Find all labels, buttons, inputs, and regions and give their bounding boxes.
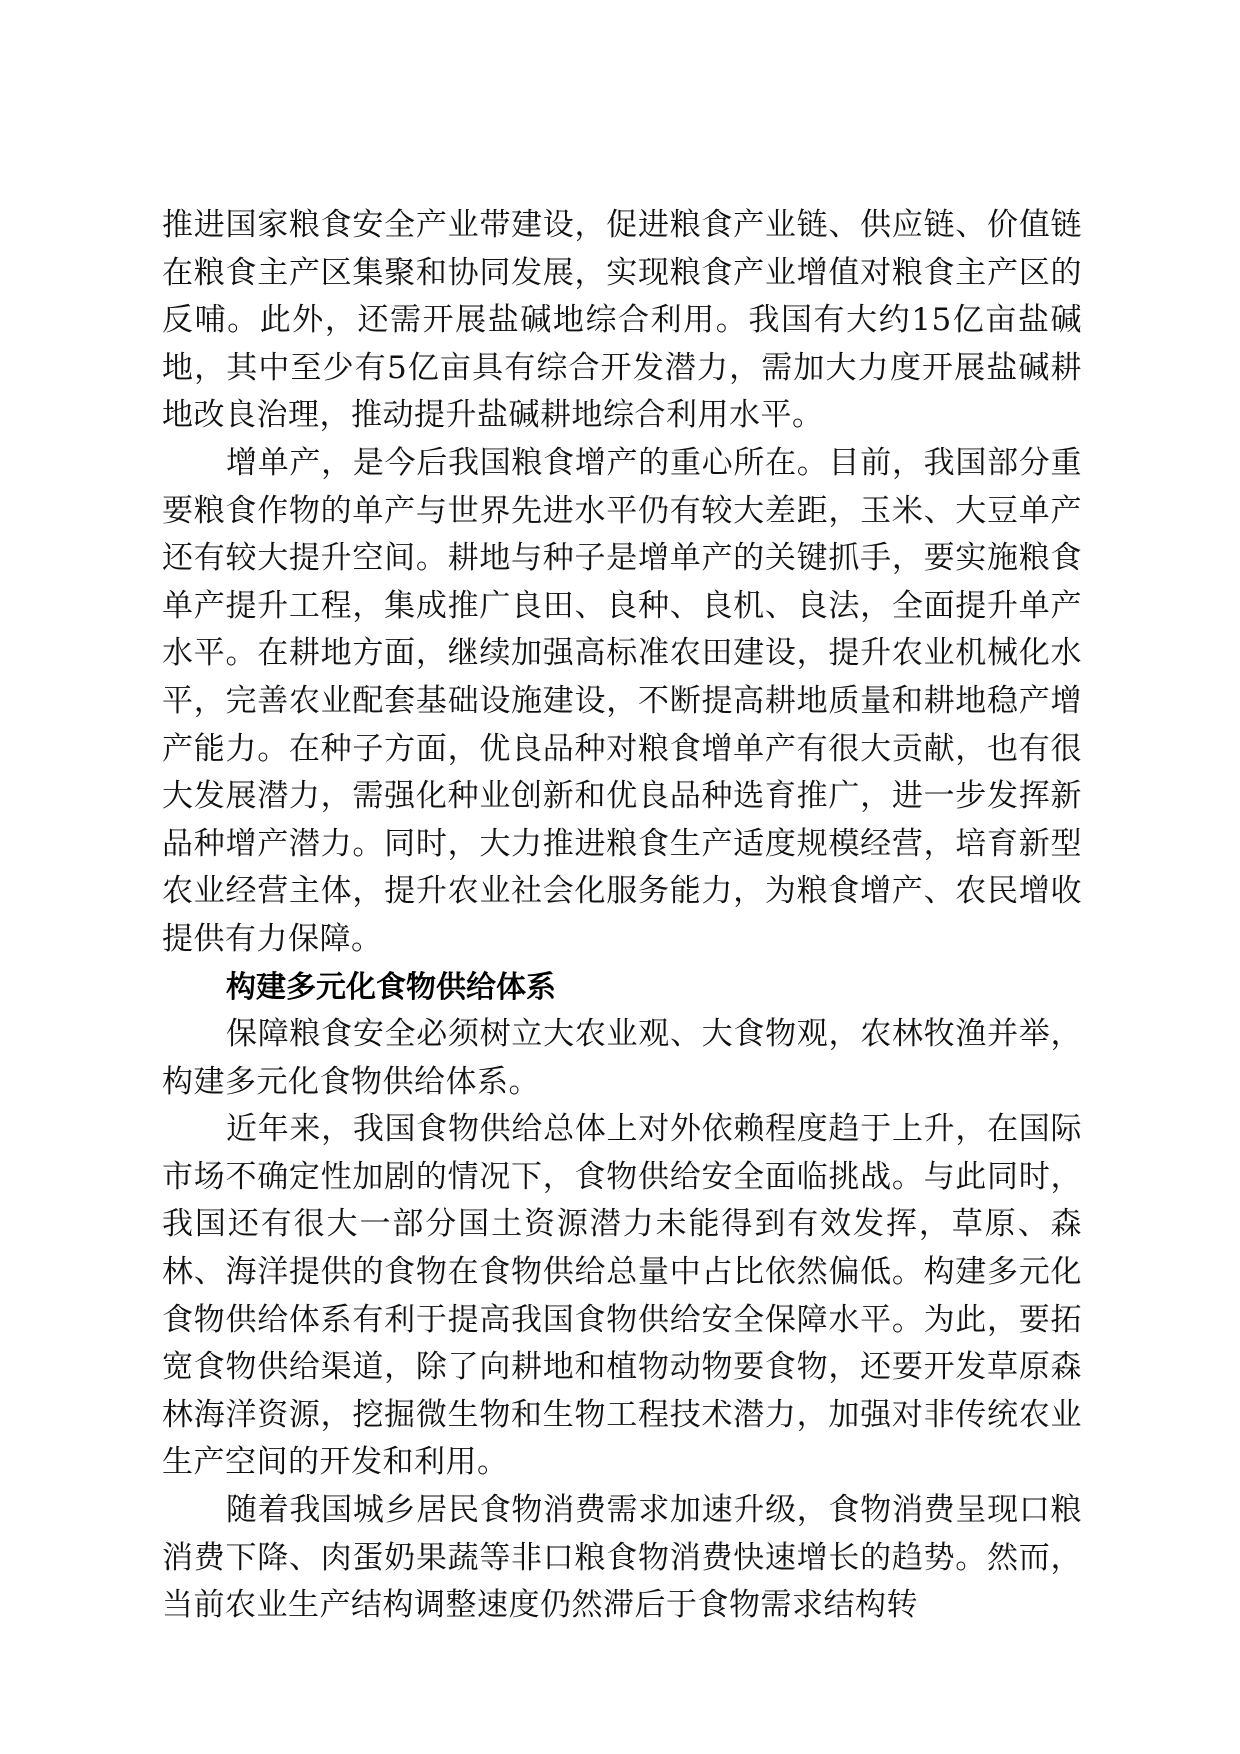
paragraph-consumption: 随着我国城乡居民食物消费需求加速升级，食物消费呈现口粮消费下降、肉蛋奶果蔬等非口粮食物消费快速增长的趋势。然而，当前农业生产结构调整速度仍然滞后于食物需求结构转 <box>162 1492 1082 1624</box>
paragraph-food-view: 保障粮食安全必须树立大农业观、大食物观，农林牧渔并举，构建多元化食物供给体系。 <box>162 1016 1082 1100</box>
document-page <box>162 202 1082 1630</box>
paragraph-recent-years: 近年来，我国食物供给总体上对外依赖程度趋于上升，在国际市场不确定性加剧的情况下，食物供给安全面临挑战。与此同时，我国还有很大一部分国土资源潜力未能得到有效发挥，草原、森林、海洋提供的食物在食物供给总量中占比依然偏低。构建多元化食物供给体系有利于提高我国食物供给安全保障水平。为此，要拓宽食物供给渠道，除了向耕地和植物动物要食物，还要开发草原森林海洋资源，挖掘微生物和生物工程技术潜力，加强对非传统农业生产空间的开发和利用。 <box>162 1111 1082 1481</box>
paragraph-yield: 增单产，是今后我国粮食增产的重心所在。目前，我国部分重要粮食作物的单产与世界先进水平仍有较大差距，玉米、大豆单产还有较大提升空间。耕地与种子是增单产的关键抓手，要实施粮食单产提升工程，集成推广良田、良种、良机、良法，全面提升单产水平。在耕地方面，继续加强高标准农田建设，提升农业机械化水平，完善农业配套基础设施建设，不断提高耕地质量和耕地稳产增产能力。在种子方面，优良品种对粮食增单产有很大贡献，也有很大发展潜力，需强化种业创新和优良品种选育推广，进一步发挥新品种增产潜力。同时，大力推进粮食生产适度规模经营，培育新型农业经营主体，提升农业社会化服务能力，为粮食增产、农民增收提供有力保障。 <box>162 444 1082 957</box>
section-heading: 构建多元化食物供给体系 <box>226 969 556 1005</box>
paragraph-continued: 推进国家粮食安全产业带建设，促进粮食产业链、供应链、价值链在粮食主产区集聚和协同发展，实现粮食产业增值对粮食主产区的反哺。此外，还需开展盐碱地综合利用。我国有大约15亿亩盐碱地，其中至少有5亿亩具有综合开发潜力，需加大力度开展盐碱耕地改良治理，推动提升盐碱耕地综合利用水平。 <box>162 207 1082 434</box>
